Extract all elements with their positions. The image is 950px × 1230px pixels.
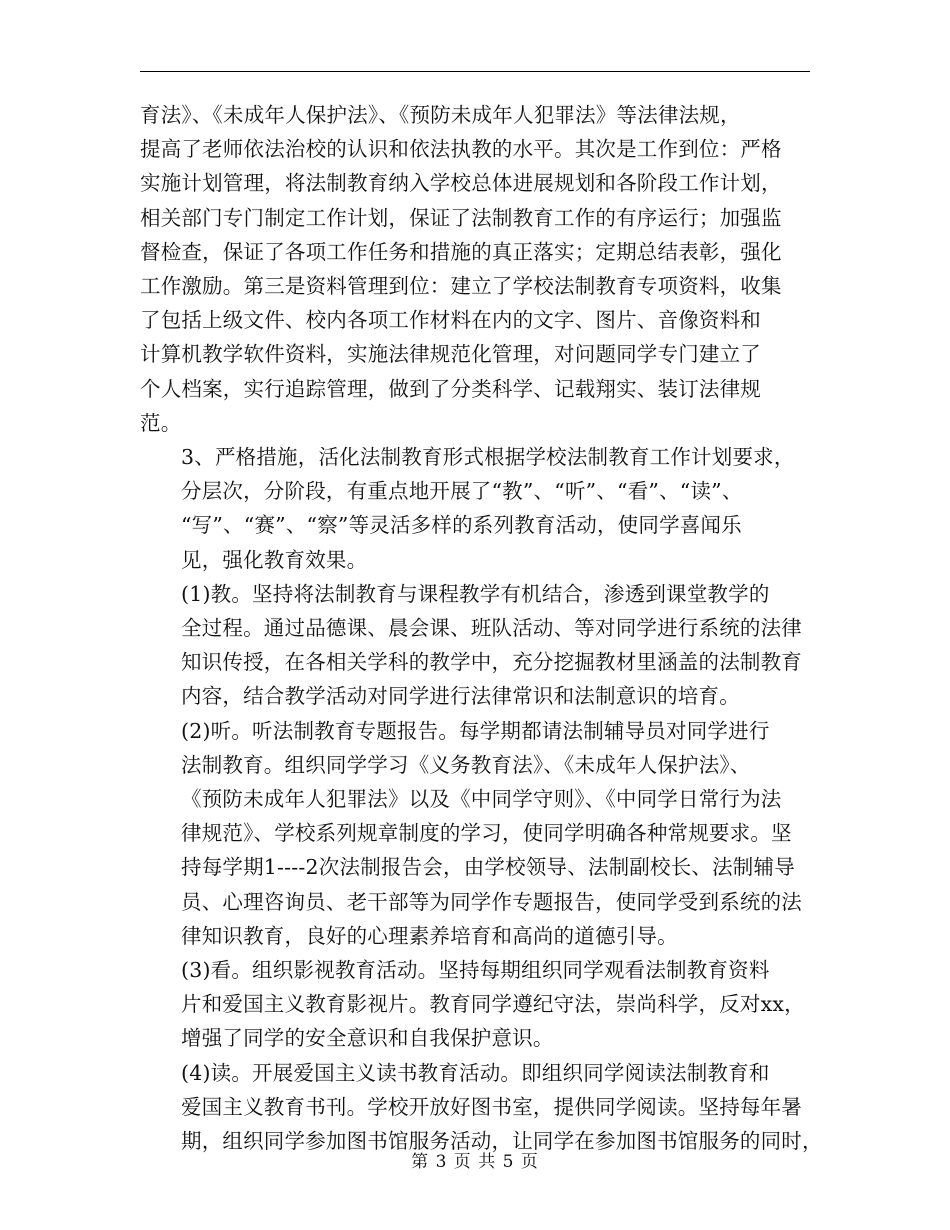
document-body	[140, 98, 823, 1158]
text-line: 律规范》、学校系列规章制度的学习，使同学明确各种常规要求。坚	[181, 821, 792, 846]
text-line: 见，强化教育效果。	[181, 547, 368, 572]
paragraph	[140, 577, 812, 714]
paragraph	[140, 714, 812, 953]
text-line: 员、心理咨询员、老干部等为同学作专题报告，使同学受到系统的法	[181, 889, 802, 914]
text-line: 期，组织同学参加图书馆服务活动，让同学在参加图书馆服务的同时，	[181, 1129, 823, 1154]
paragraph	[140, 1056, 823, 1159]
page-footer: 第 3 页 共 5 页	[411, 1152, 539, 1172]
text-line: (1)教。坚持将法制教育与课程教学有机结合，渗透到课堂教学的	[181, 581, 770, 606]
text-line: 爱国主义教育书刊。学校开放好图书室，提供同学阅读。坚持每年暑	[181, 1094, 802, 1119]
text-line: 提高了老师依法治校的认识和依法执教的水平。其次是工作到位：严格	[140, 137, 782, 162]
text-line: 工作激励。第三是资料管理到位：建立了学校法制教育专项资料，收集	[140, 274, 782, 299]
text-line: 全过程。通过品德课、晨会课、班队活动、等对同学进行系统的法律	[181, 616, 802, 641]
text-line: 片和爱国主义教育影视片。教育同学遵纪守法，崇尚科学，反对xx，	[181, 992, 805, 1017]
text-line: 内容，结合教学活动对同学进行法律常识和法制意识的培育。	[181, 684, 740, 709]
text-line: (2)听。听法制教育专题报告。每学期都请法制辅导员对同学进行	[181, 718, 770, 743]
text-line: 持每学期1----2次法制报告会，由学校领导、法制副校长、法制辅导	[181, 855, 795, 880]
text-line: 法制教育。组织同学学习《义务教育法》、《未成年人保护法》、	[181, 752, 751, 777]
text-line: 育法》、《未成年人保护法》、《预防未成年人犯罪法》等法律法规，	[140, 103, 741, 127]
text-line: 分层次，分阶段，有重点地开展了“教”、“听”、“看”、“读”、	[181, 479, 743, 504]
text-line: 了包括上级文件、校内各项工作材料在内的文字、图片、音像资料和	[140, 308, 761, 333]
paragraph	[140, 953, 812, 1056]
text-line: (3)看。组织影视教育活动。坚持每期组织同学观看法制教育资料	[181, 958, 770, 983]
text-line: 计算机教学软件资料，实施法律规范化管理，对问题同学专门建立了	[140, 342, 761, 367]
header-rule	[140, 71, 810, 72]
text-line: 知识传授，在各相关学科的教学中，充分挖掘教材里涵盖的法制教育	[181, 650, 802, 675]
text-line: 实施计划管理，将法制教育纳入学校总体进展规划和各阶段工作计划，	[140, 171, 782, 196]
paragraph	[140, 440, 812, 577]
text-line: 增强了同学的安全意识和自我保护意识。	[181, 1026, 554, 1051]
text-line: 相关部门专门制定工作计划，保证了法制教育工作的有序运行；加强监	[140, 205, 782, 230]
text-line: “写”、“赛”、“察”等灵活多样的系列教育活动，使同学喜闻乐	[181, 513, 742, 538]
text-line: 督检查，保证了各项工作任务和措施的真正落实；定期总结表彰，强化	[140, 239, 782, 264]
text-line: 范。	[140, 410, 182, 435]
text-line: 个人档案，实行追踪管理，做到了分类科学、记载翔实、装订法律规	[140, 376, 761, 401]
text-line: (4)读。开展爱国主义读书教育活动。即组织同学阅读法制教育和	[181, 1060, 770, 1085]
paragraph	[140, 98, 812, 440]
text-line: 律知识教育，良好的心理素养培育和高尚的道德引导。	[181, 923, 678, 948]
text-line: 《预防未成年人犯罪法》以及《中同学守则》、《中同学日常行为法	[181, 787, 782, 812]
text-line: 3、严格措施，活化法制教育形式根据学校法制教育工作计划要求，	[181, 445, 795, 470]
